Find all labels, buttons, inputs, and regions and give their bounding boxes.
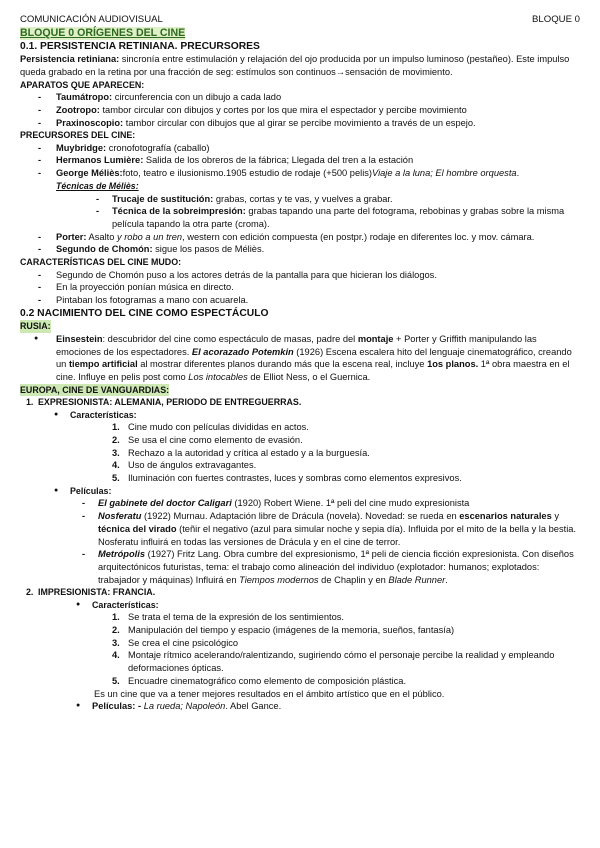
list-item: - Pintaban los fotogramas a mano con acuarela. [20,294,580,307]
list-item: 5. Iluminación con fuertes contrastes, luces y sombras como elementos expresivos. [112,473,462,484]
list-item: - Hermanos Lumière: Salida de los obreros de la fábrica; Llegada del tren a la estación [20,154,580,167]
expresionista-heading: 1. EXPRESIONISTA: ALEMANIA, PERIODO DE ENTREGUERRAS. [26,397,302,408]
impresionista-heading: 2. IMPRESIONISTA: FRANCIA. [26,587,156,598]
list-item: - Nosferatu (1922) Murnau. Adaptación libre de Drácula (novela). Novedad: se rueda en escenarios naturales y técnica del virado (teñir el negativo (azul para simular noche y sepia día). Influida por el mito de la bella y la bestia. Nosferatu influirá en todas las versiones de Drácula y en el cine de terror. [20,510,580,548]
tecnicas-melies-heading: Técnicas de Méliès: [56,180,139,191]
list-item: 1. Se trata el tema de la expresión de los sentimientos. [112,612,345,623]
section-0-1-heading: 0.1. PERSISTENCIA RETINIANA. PRECURSORES [20,40,260,52]
page-header [20,14,580,27]
document-title: BLOQUE 0 ORÍGENES DEL CINE [20,26,186,39]
list-item: 2. Manipulación del tiempo y espacio (imágenes de la memoria, sueños, fantasía) [112,625,455,636]
list-item: - Muybridge: cronofotografía (caballo) [20,142,580,155]
rusia-label: RUSIA: [20,321,51,332]
list-item: - Técnica de la sobreimpresión: grabas tapando una parte del fotograma, rebobinas y grabas sobre la misma película tapando la otra parte (croma). [20,205,580,230]
list-item: ● Películas: - La rueda; Napoleón. Abel Gance. [20,700,580,713]
list-item: - Segundo de Chomón: sigue los pasos de Méliès. [20,243,580,256]
caracteristicas-label: ● Características: [20,599,580,612]
list-item: - En la proyección ponían música en directo. [20,281,580,294]
cine-mudo-heading: CARACTERÍSTICAS DEL CINE MUDO: [20,257,182,268]
list-item: 4. Montaje rítmico acelerando/ralentizando, sugiriendo cómo el personaje percibe la realidad y empleando deformaciones ópticas. [112,650,555,674]
list-item: 3. Se crea el cine psicológico [112,637,239,648]
list-item: - Praxinoscopio: tambor circular con dibujos que al girar se percibe movimiento a través de un espejo. [20,117,580,130]
caracteristicas-label: ● Características: [20,409,580,422]
peliculas-label: ● Películas: [20,485,580,498]
list-item: 3. Rechazo a la autoridad y crítica al estado y a la burguesía. [112,447,370,458]
impresionista-note: Es un cine que va a tener mejores resultados en el ámbito artístico que en el público. [94,688,445,699]
precursores-heading: PRECURSORES DEL CINE: [20,130,136,141]
list-item: - Taumátropo: circunferencia con un dibujo a cada lado [20,91,580,104]
list-item: - Trucaje de sustitución: grabas, cortas y te vas, y vuelves a grabar. [20,193,580,206]
header-left: COMUNICACIÓN AUDIOVISUAL [20,14,163,25]
list-item: ● Einsestein: descubridor del cine como espectáculo de masas, padre del montaje + Porter y Griffith manipulando las emociones de los espectadores. El acorazado Potemkin (1926) Escena escalera hito del lenguaje cinematográfico, creando un tiempo artificial al mostrar diferentes planos durando más que la escena real, incluye 1os planos. 1ª obra maestra en el cine. Influye en pelis post como Los intocables de Elliot Ness, o el Guernica. [20,333,580,384]
list-item: 1. Cine mudo con películas divididas en actos. [112,422,309,433]
list-item: - Porter: Asalto y robo a un tren, western con edición compuesta (en postpr.) rodaje en diferentes loc. y mov. cámara. [20,231,580,244]
list-item: - George Méliès:foto, teatro e ilusionismo.1905 estudio de rodaje (+500 pelis)Viaje a la luna; El hombre orquesta. [20,167,580,180]
section-0-2-heading: 0.2 NACIMIENTO DEL CINE COMO ESPECTÁCULO [20,307,269,319]
document-page [20,14,580,713]
aparatos-heading: APARATOS QUE APARECEN: [20,79,145,90]
list-item: - El gabinete del doctor Caligari (1920) Robert Wiene. 1ª peli del cine mudo expresionista [20,497,580,510]
europa-label: EUROPA, CINE DE VANGUARDIAS: [20,384,170,395]
list-item: 5. Encuadre cinematográfico como elemento de composición plástica. [112,675,407,686]
list-item: 4. Uso de ángulos extravagantes. [112,460,257,471]
list-item: 2. Se usa el cine como elemento de evasión. [112,435,303,446]
header-right: BLOQUE 0 [532,14,580,25]
list-item: - Metrópolis (1927) Fritz Lang. Obra cumbre del expresionismo, 1ª peli de ciencia ficción expresionista. Con diseños arquitectónicos futuristas, tema: el trabajo como alineación del individuo (explotador: humanos; explotados: trabajador y máquinas) Influirá en Tiempos modernos de Chaplin y en Blade Runner. [20,548,580,586]
list-item: - Segundo de Chomón puso a los actores detrás de la pantalla para que hicieran los diálogos. [20,269,580,282]
persistencia-definition: Persistencia retiniana: sincronía entre estimulación y relajación del ojo producida por un impulso luminoso (pestañeo). Este impulso queda grabado en la retina por una fracción de seg: estímulos son continuos→sensación de movimiento. [20,54,570,77]
list-item: - Zootropo: tambor circular con dibujos y cortes por los que mira el espectador y percibe movimiento [20,104,580,117]
